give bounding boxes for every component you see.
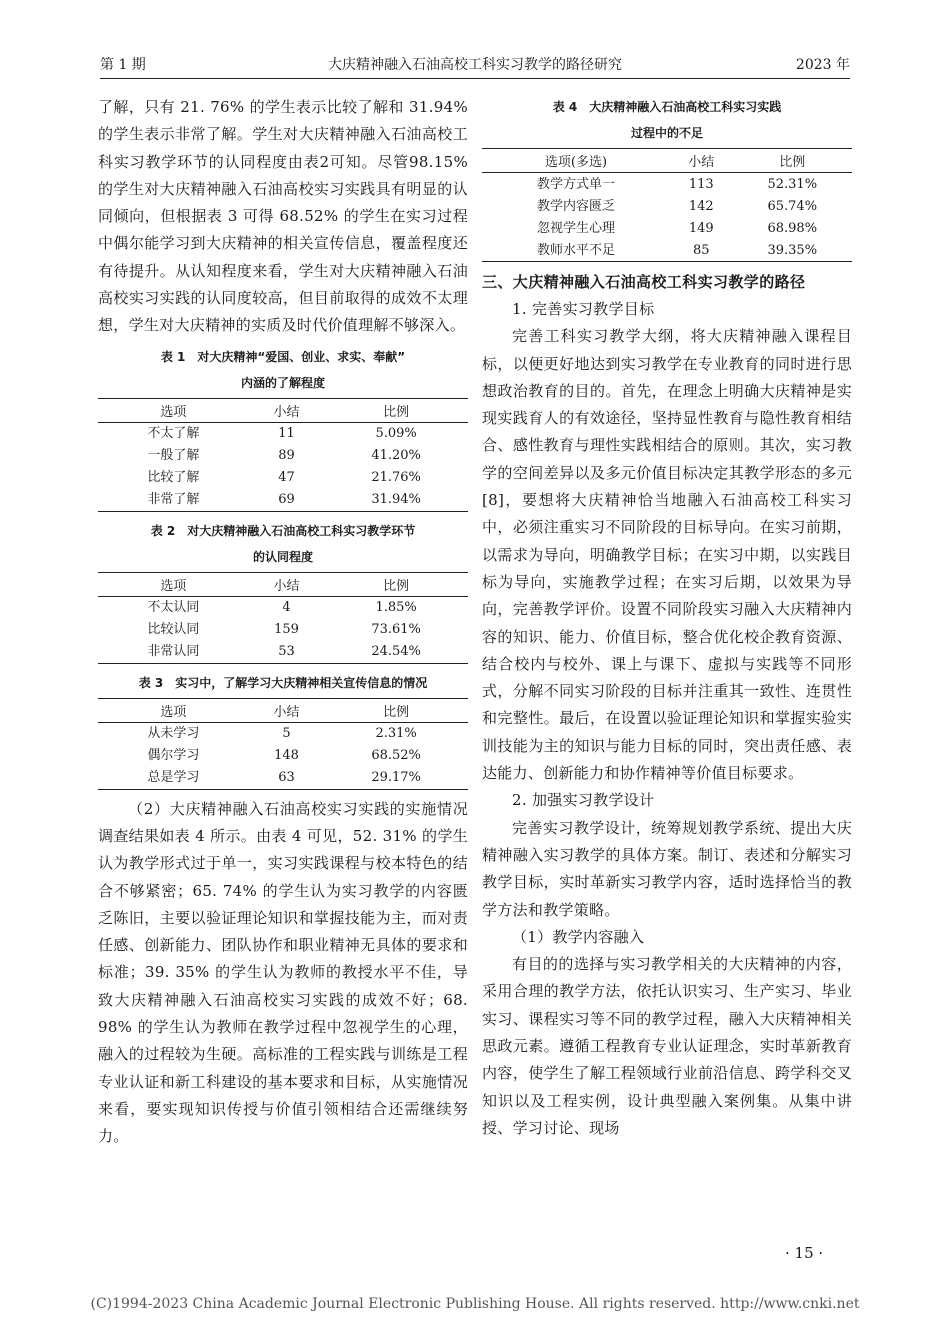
table-cell: 47 xyxy=(278,470,295,486)
table-cell: 142 xyxy=(688,198,714,214)
table-cell: 非常认同 xyxy=(98,641,249,664)
issue-number: 第 1 期 xyxy=(100,57,146,73)
table-cell: 比较了解 xyxy=(147,470,200,486)
table-2-caption xyxy=(98,518,468,570)
table-cell: 忽视学生心理 xyxy=(536,220,615,236)
subheading-3: （1）教学内容融入 xyxy=(512,927,645,946)
table-2 xyxy=(98,572,468,664)
table-cell: 159 xyxy=(274,622,299,638)
table-cell: 1.85% xyxy=(375,600,417,616)
table-cell: 4 xyxy=(282,600,291,616)
table-cell: 65.74% xyxy=(767,198,818,214)
table-cell: 69 xyxy=(249,489,324,512)
table-1-caption-line2: 内涵的了解程度 xyxy=(240,375,325,390)
running-title: 大庆精神融入石油高校工科实习教学的路径研究 xyxy=(328,57,622,73)
table-cell: 41.20% xyxy=(371,448,421,464)
table-1 xyxy=(98,398,468,512)
table-row xyxy=(482,217,852,239)
table-cell: 不太认同 xyxy=(147,600,200,616)
table-cell: 113 xyxy=(688,176,714,192)
table-1-caption xyxy=(98,344,468,396)
table-header-cell: 小结 xyxy=(670,149,733,173)
table-header-cell: 比例 xyxy=(324,398,468,422)
paragraph-2: （2）大庆精神融入石油高校实习实践的实施情况调查结果如表 4 所示。由表 4 可见，52. 31% 的学生认为教学形式过于单一，实习实践课程与校本特色的结合不够紧密；65. 74% 的学生认为实习教学的内容匮乏陈旧，主要以验证理论知识和掌握技能为主，而对责任感、创新能力、团队协作和职业精神无具体的要求和标准；39. 35% 的学生认为教师的教授水平不佳，导致大庆精神融入石油高校实习实践的成效不好；68. 98% 的学生认为教师在教学过程中忽视学生的心理，融入的过程较为生硬。高标准的工程实践与训练是工程专业认证和新工科建设的基本要求和目标，从实施情况来看，要实现知识传授与价值引领相结合还需继续努力。 xyxy=(98,799,468,1146)
paragraph-4: 完善实习教学设计，统筹规划教学系统、提出大庆精神融入实习教学的具体方案。制订、表述和分解实习教学目标，实时革新实习教学内容，适时选择恰当的教学方法和教学策略。 xyxy=(482,818,852,919)
table-cell: 2.31% xyxy=(375,726,417,742)
right-column xyxy=(482,94,852,1142)
subheading-1: 1. 完善实习教学目标 xyxy=(512,300,655,318)
table-cell: 53 xyxy=(249,641,324,664)
table-row xyxy=(482,195,852,217)
table-row xyxy=(98,445,468,467)
paragraph-3: 完善工科实习教学大纲，将大庆精神融入课程目标，以便更好地达到实习教学在专业教育的同时进行思想政治教育的目的。首先，在理念上明确大庆精神是实现实践育人的有效途径，坚持显性教育与隐性教育相结合、感性教育与理性实践相结合的原则。其次，实习教学的空间差异以及多元价值目标决定其教学形态的多元[8]，要想将大庆精神恰当地融入石油高校工科实习中，必须注重实习不同阶段的目标导向。在实习前期，以需求为导向，明确教学目标；在实习中期，以实践目标为导向，实施教学过程；在实习后期，以效果为导向，完善教学评价。设置不同阶段实习融入大庆精神内容的知识、能力、价值目标，整合优化校企教育资源、结合校内与校外、课上与课下、虚拟与实践等不同形式，分解不同实习阶段的目标并注重其一致性、连贯性和完整性。最后，在设置以验证理论知识和掌握实验实训技能为主的知识与能力目标的同时，突出责任感、表达能力、创新能力和协作精神等价值目标要求。 xyxy=(482,327,852,783)
table-row xyxy=(98,619,468,641)
table-header-cell: 选项(多选) xyxy=(482,149,670,173)
section-3-heading: 三、大庆精神融入石油高校工科实习教学的路径 xyxy=(482,273,806,291)
table-cell: 教学方式单一 xyxy=(536,176,615,192)
table-cell: 11 xyxy=(278,426,295,442)
header-rule xyxy=(100,78,850,79)
table-row xyxy=(98,489,468,512)
table-cell: 39.35% xyxy=(733,239,852,262)
subheading-2: 2. 加强实习教学设计 xyxy=(512,791,655,810)
table-header-cell: 比例 xyxy=(733,149,852,173)
copyright-footer: (C)1994-2023 China Academic Journal Electronic Publishing House. All rights reserved. http://www.cnki.net xyxy=(90,1296,860,1312)
table-cell: 68.98% xyxy=(767,220,818,236)
table-cell: 52.31% xyxy=(767,176,818,192)
table-cell: 73.61% xyxy=(371,622,421,638)
year: 2023 年 xyxy=(795,57,850,73)
table-header-cell: 小结 xyxy=(249,698,324,722)
table-cell: 教学内容匮乏 xyxy=(536,198,615,214)
paragraph-5: 有目的的选择与实习教学相关的大庆精神的内容，采用合理的教学方法，依托认识实习、生产实习、毕业实习、课程实习等不同的教学过程，融入大庆精神相关思政元素。遵循工程教育专业认证理念，实时革新教育内容，使学生了解工程领域行业前沿信息、跨学科交叉知识以及工程实例，设计典型融入案例集。从集中讲授、学习讨论、现场 xyxy=(482,955,852,1137)
table-header-cell: 比例 xyxy=(324,572,468,596)
table-cell: 21.76% xyxy=(371,470,421,486)
table-4-caption-line1: 表 4 大庆精神融入石油高校工科实习实践 xyxy=(552,100,782,114)
table-header-cell: 选项 xyxy=(98,572,249,596)
table-4-caption-line2: 过程中的不足 xyxy=(630,126,703,140)
table-3 xyxy=(98,698,468,790)
table-4-caption xyxy=(482,94,852,146)
table-header-cell: 选项 xyxy=(98,698,249,722)
table-cell: 29.17% xyxy=(324,767,468,790)
table-3-caption: 表 3 实习中，了解学习大庆精神相关宣传信息的情况 xyxy=(138,675,428,690)
table-4 xyxy=(482,148,852,262)
table-cell: 总是学习 xyxy=(98,767,249,790)
left-column xyxy=(98,94,468,1151)
paragraph-1: 了解，只有 21. 76% 的学生表示比较了解和 31.94%的学生表示非常了解。学生对大庆精神融入石油高校工科实习教学环节的认同程度由表2可知。尽管98.15%的学生对大庆精神融入石油高校实习实践具有明显的认同倾向，但根据表 3 可得 68.52% 的学生在实习过程中偶尔能学习到大庆精神的相关宣传信息，覆盖程度还有待提升。从认知程度来看，学生对大庆精神融入石油高校实习实践的认同度较高，但目前取得的成效不太理想，学生对大庆精神的实质及时代价值理解不够深入。 xyxy=(98,98,468,335)
table-cell: 148 xyxy=(274,748,299,764)
table-row xyxy=(98,596,468,619)
table-2-caption-line2: 的认同程度 xyxy=(252,549,313,564)
table-cell: 不太了解 xyxy=(147,426,200,442)
table-cell: 31.94% xyxy=(324,489,468,512)
table-row xyxy=(98,422,468,445)
table-row xyxy=(98,745,468,767)
table-header-cell: 小结 xyxy=(249,572,324,596)
table-cell: 从未学习 xyxy=(147,726,200,742)
table-row xyxy=(98,641,468,664)
table-cell: 89 xyxy=(278,448,295,464)
page-number: · 15 · xyxy=(785,1244,824,1262)
table-row xyxy=(482,239,852,262)
table-cell: 比较认同 xyxy=(147,622,200,638)
table-cell: 偶尔学习 xyxy=(147,748,200,764)
table-cell: 85 xyxy=(670,239,733,262)
table-cell: 24.54% xyxy=(324,641,468,664)
table-cell: 一般了解 xyxy=(147,448,200,464)
table-row xyxy=(482,173,852,196)
table-cell: 教师水平不足 xyxy=(482,239,670,262)
table-cell: 非常了解 xyxy=(98,489,249,512)
table-header-cell: 比例 xyxy=(324,698,468,722)
table-cell: 63 xyxy=(249,767,324,790)
table-row xyxy=(98,467,468,489)
table-row xyxy=(98,767,468,790)
table-cell: 5 xyxy=(282,726,291,742)
table-header-cell: 小结 xyxy=(249,398,324,422)
table-cell: 5.09% xyxy=(375,426,417,442)
table-cell: 149 xyxy=(688,220,714,236)
table-1-caption-line1: 表 1 对大庆精神“爱国、创业、求实、奉献” xyxy=(160,349,406,364)
table-row xyxy=(98,722,468,745)
table-cell: 68.52% xyxy=(371,748,421,764)
table-2-caption-line1: 表 2 对大庆精神融入石油高校工科实习教学环节 xyxy=(150,523,416,538)
running-header xyxy=(100,54,850,80)
table-header-cell: 选项 xyxy=(98,398,249,422)
